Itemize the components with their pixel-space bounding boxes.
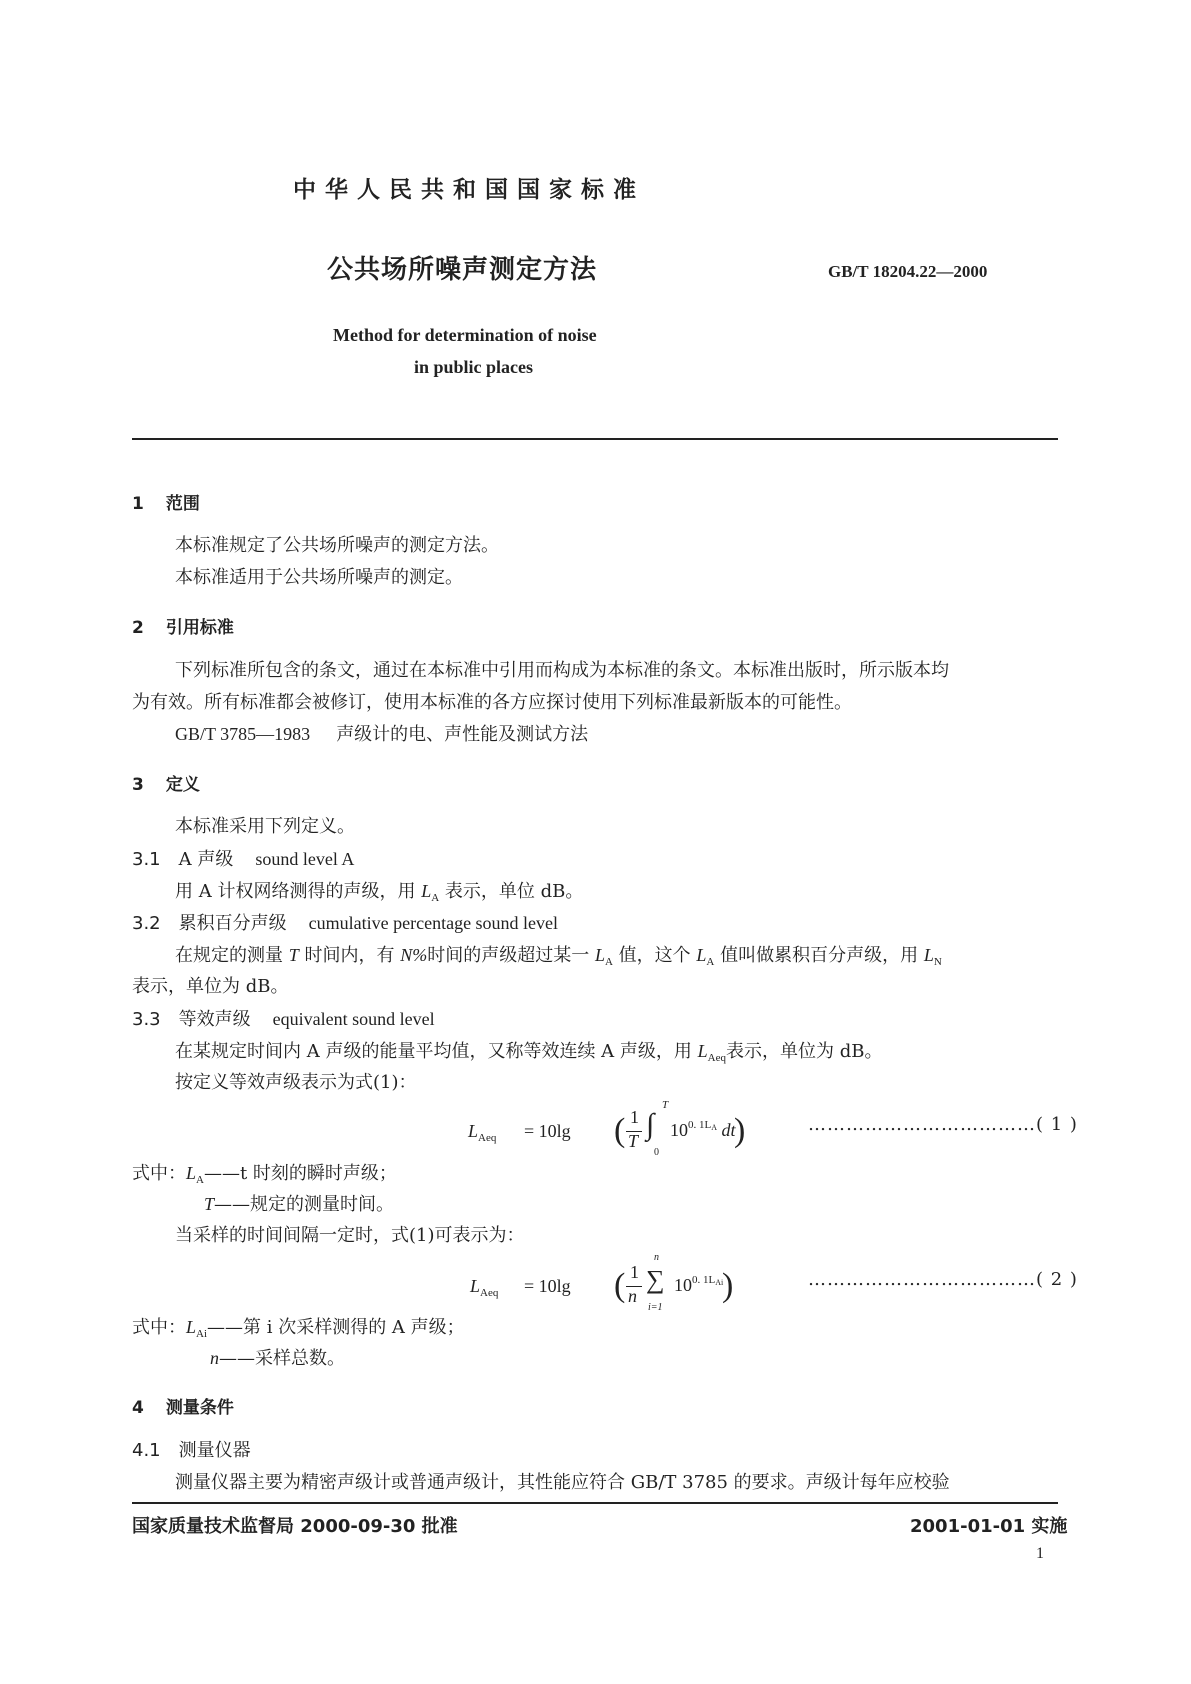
section-1-title: 范围 — [165, 494, 200, 514]
symbol-sub-Aeq: Aeq — [480, 1287, 499, 1299]
fraction-numerator: 1 — [630, 1107, 639, 1127]
document-title: 公共场所噪声测定方法 — [327, 255, 598, 285]
definition-3-1-text-a: 用 A 计权网络测得的声级，用 — [175, 881, 416, 902]
where-1-line-b — [204, 1189, 394, 1220]
where-label: 式中： — [132, 1317, 186, 1338]
equation-2 — [470, 1252, 734, 1322]
exponent: 0. 1L — [688, 1119, 712, 1131]
definition-3-1-english: sound level A — [255, 849, 355, 869]
symbol-sub-Ai: Ai — [196, 1328, 208, 1340]
where-1-b-text: ——规定的测量时间。 — [214, 1194, 395, 1215]
summation-sign: ∑ — [646, 1265, 665, 1294]
subsection-4-1-title: 测量仪器 — [178, 1440, 251, 1461]
right-paren: ) — [734, 1112, 746, 1149]
definition-3-3-term: 等效声级 — [178, 1009, 251, 1030]
page-number: 1 — [1036, 1545, 1044, 1562]
section-1-paragraph-1: 本标准规定了公共场所噪声的测定方法。 — [175, 535, 499, 556]
where-2-line-b — [210, 1343, 345, 1374]
symbol-sub-A: A — [431, 892, 440, 904]
equation-1-number: ………………………………( 1 ) — [808, 1114, 1078, 1135]
section-1-paragraph-2: 本标准适用于公共场所噪声的测定。 — [175, 567, 463, 588]
symbol-L: L — [696, 945, 707, 965]
left-paren: ( — [614, 1112, 626, 1149]
text-fragment: 表示，单位为 dB。 — [725, 1041, 883, 1062]
integral-sign: ∫ — [646, 1108, 655, 1141]
definition-3-3-english: equivalent sound level — [272, 1009, 435, 1029]
subsection-4-1-heading — [132, 1436, 251, 1466]
section-4-number: 4 — [132, 1398, 144, 1418]
dt: dt — [721, 1120, 736, 1140]
definition-3-2-number: 3.2 — [132, 913, 161, 934]
section-4-title: 测量条件 — [165, 1398, 234, 1418]
english-title-line1: Method for determination of noise — [333, 325, 597, 345]
symbol-n: n — [210, 1348, 219, 1368]
symbol-T: T — [288, 945, 299, 965]
section-2-paragraph-line2: 为有效。所有标准都会被修订，使用本标准的各方应探讨使用下列标准最新版本的可能性。 — [132, 692, 852, 713]
text-fragment: 在规定的测量 — [175, 945, 283, 966]
section-3-title: 定义 — [165, 775, 200, 795]
equation-2-number: ………………………………( 2 ) — [808, 1269, 1078, 1290]
symbol-L: L — [923, 945, 934, 965]
standard-number — [828, 262, 987, 282]
implementation-date: 2001-01-01 实施 — [910, 1516, 1068, 1537]
symbol-L: L — [468, 1121, 479, 1141]
symbol-sub-A: A — [604, 956, 613, 968]
symbol-sub-A: A — [706, 956, 715, 968]
section-2-number: 2 — [132, 618, 144, 638]
reference-code: GB/T 3785—1983 — [175, 724, 311, 744]
text-fragment: 时间的声级超过某一 — [427, 945, 590, 966]
section-1-heading — [132, 489, 200, 514]
symbol-sub-Aeq: Aeq — [478, 1132, 497, 1144]
subsection-4-1-number: 4.1 — [132, 1440, 161, 1461]
definition-3-1-number: 3.1 — [132, 849, 161, 870]
reference-title: 声级计的电、声性能及测试方法 — [336, 724, 589, 745]
symbol-sub-Aeq: Aeq — [707, 1052, 726, 1064]
sum-lower-limit: i=1 — [648, 1302, 663, 1313]
symbol-sub-N: N — [933, 956, 942, 968]
header-divider — [132, 438, 1058, 440]
definition-3-2-english: cumulative percentage sound level — [308, 913, 559, 933]
definition-3-1-text-b: 表示，单位 dB。 — [444, 881, 584, 902]
definition-3-2-heading — [132, 908, 558, 939]
base-10: 10 — [670, 1120, 688, 1140]
definition-3-3-line2: 按定义等效声级表示为式(1)： — [175, 1072, 417, 1093]
section-4-heading — [132, 1393, 234, 1418]
definition-3-2-term: 累积百分声级 — [178, 913, 287, 934]
definition-3-3-heading — [132, 1004, 435, 1035]
symbol-L: L — [421, 881, 432, 901]
equals-10lg: = 10lg — [524, 1276, 571, 1296]
sum-upper-limit: n — [654, 1252, 659, 1263]
footer-divider — [132, 1502, 1058, 1504]
symbol-L: L — [186, 1163, 197, 1183]
symbol-L: L — [470, 1276, 481, 1296]
definition-3-2-line1 — [175, 940, 942, 977]
symbol-T: T — [204, 1194, 215, 1214]
section-3-number: 3 — [132, 775, 144, 795]
sampling-sentence: 当采样的时间间隔一定时，式(1)可表示为： — [175, 1225, 525, 1246]
right-paren: ) — [722, 1267, 734, 1304]
equals-10lg: = 10lg — [524, 1121, 571, 1141]
section-1-number: 1 — [132, 494, 144, 514]
fraction-denominator: n — [628, 1286, 637, 1306]
exponent: 0. 1L — [692, 1274, 716, 1286]
symbol-L: L — [186, 1317, 197, 1337]
section-2-heading — [132, 613, 234, 638]
where-label: 式中： — [132, 1163, 186, 1184]
national-standard-heading: 中华人民共和国国家标准 — [293, 177, 645, 203]
exponent-sub: Ai — [715, 1278, 724, 1287]
section-4-paragraph: 测量仪器主要为精密声级计或普通声级计，其性能应符合 GB/T 3785 的要求。声级计每年应校验 — [175, 1472, 950, 1493]
left-paren: ( — [614, 1267, 626, 1304]
symbol-N-percent: N% — [400, 945, 428, 965]
reference-entry — [175, 719, 588, 750]
text-fragment: 值，这个 — [618, 945, 691, 966]
fraction-denominator: T — [628, 1131, 639, 1151]
section-3-intro: 本标准采用下列定义。 — [175, 816, 355, 837]
section-3-heading — [132, 770, 200, 795]
symbol-L: L — [594, 945, 605, 965]
definition-3-2-line2: 表示，单位为 dB。 — [132, 976, 289, 997]
integral-upper-limit: T — [662, 1099, 669, 1111]
symbol-L: L — [697, 1041, 708, 1061]
where-2-a-text: ——第 i 次采样测得的 A 声级； — [207, 1317, 465, 1338]
section-2-paragraph-line1: 下列标准所包含的条文，通过在本标准中引用而构成为本标准的条文。本标准出版时，所示版本均 — [175, 660, 949, 681]
section-2-title: 引用标准 — [165, 618, 234, 638]
symbol-sub-A: A — [196, 1174, 204, 1186]
where-1-a-text: ——t 时刻的瞬时声级； — [203, 1163, 397, 1184]
standard-number-text: GB/T 18204.22—2000 — [828, 262, 988, 281]
text-fragment: 在某规定时间内 A 声级的能量平均值，又称等效连续 A 声级，用 — [175, 1041, 692, 1062]
integral-lower-limit: 0 — [654, 1147, 659, 1158]
definition-3-1-heading — [132, 844, 354, 875]
text-fragment: 值叫做累积百分声级，用 — [720, 945, 919, 966]
where-2-b-text: ——采样总数。 — [219, 1348, 345, 1369]
text-fragment: 时间内，有 — [304, 945, 395, 966]
equation-1 — [468, 1099, 748, 1165]
definition-3-1-term: A 声级 — [178, 849, 234, 870]
definition-3-3-number: 3.3 — [132, 1009, 161, 1030]
base-10: 10 — [674, 1275, 692, 1295]
english-title-line2: in public places — [414, 357, 534, 377]
fraction-numerator: 1 — [630, 1262, 639, 1282]
approval-note: 国家质量技术监督局 2000-09-30 批准 — [132, 1516, 458, 1537]
exponent-sub: A — [711, 1123, 718, 1132]
